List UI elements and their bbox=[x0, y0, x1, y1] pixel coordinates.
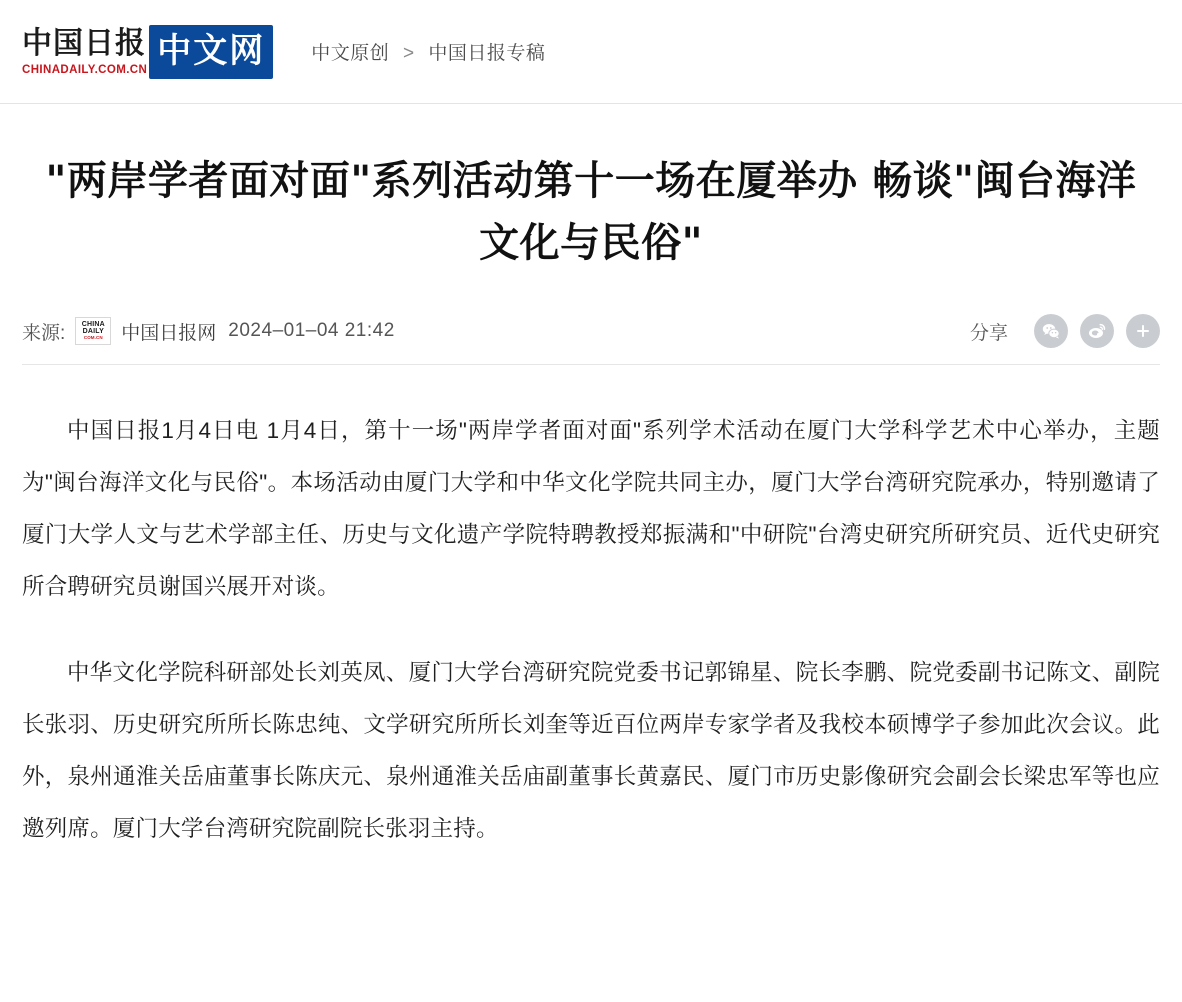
article-paragraph: 中华文化学院科研部处长刘英凤、厦门大学台湾研究院党委书记郭锦星、院长李鹏、院党委副书记陈文、副院长张羽、历史研究所所长陈忠纯、文学研究所所长刘奎等近百位两岸专家学者及我校本硕博学子参加此次会议。此外，泉州通淮关岳庙董事长陈庆元、泉州通淮关岳庙副董事长黄嘉民、厦门市历史影像研究会副会长梁忠军等也应邀列席。厦门大学台湾研究院副院长张羽主持。 bbox=[22, 660, 1160, 841]
share-group bbox=[970, 314, 1160, 348]
source-logo-line3: COM.CN bbox=[83, 335, 103, 341]
weibo-icon[interactable] bbox=[1080, 314, 1114, 348]
logo-english-url: CHINADAILY.COM.CN bbox=[22, 63, 148, 76]
wechat-icon[interactable] bbox=[1034, 314, 1068, 348]
more-share-icon[interactable] bbox=[1126, 314, 1160, 348]
logo-text-block bbox=[22, 27, 147, 77]
source-label: 来源: bbox=[22, 322, 66, 344]
breadcrumb-separator: > bbox=[403, 43, 415, 64]
article-body bbox=[22, 405, 1160, 909]
article-source-group bbox=[22, 317, 395, 345]
breadcrumb bbox=[311, 38, 545, 65]
article-meta-bar bbox=[22, 314, 1160, 365]
china-daily-logo-icon bbox=[75, 317, 111, 345]
article-paragraph: 中国日报1月4日电 1月4日，第十一场"两岸学者面对面"系列学术活动在厦门大学科学艺术中心举办，主题为"闽台海洋文化与民俗"。本场活动由厦门大学和中华文化学院共同主办，厦门大学台湾研究院承办，特别邀请了厦门大学人文与艺术学部主任、历史与文化遗产学院特聘教授郑振满和"中研院"台湾史研究所研究员、近代史研究所合聘研究员谢国兴展开对谈。 bbox=[22, 418, 1160, 599]
article-container bbox=[0, 150, 1182, 909]
source-logo-line2: DAILY bbox=[82, 328, 104, 336]
article-timestamp: 2024–01–04 21:42 bbox=[228, 320, 395, 341]
logo-chinese-site-badge: 中文网 bbox=[149, 25, 273, 79]
site-logo[interactable] bbox=[22, 21, 273, 83]
breadcrumb-item-original[interactable]: 中文原创 bbox=[311, 43, 390, 64]
site-header bbox=[0, 0, 1182, 104]
page-title: "两岸学者面对面"系列活动第十一场在厦举办 畅谈"闽台海洋文化与民俗" bbox=[45, 158, 1137, 266]
source-logo-line1: CHINA bbox=[81, 321, 105, 329]
breadcrumb-item-feature[interactable]: 中国日报专稿 bbox=[428, 43, 546, 64]
share-label: 分享 bbox=[969, 322, 1008, 344]
logo-chinese-name: 中国日报 bbox=[22, 25, 146, 61]
source-name[interactable]: 中国日报网 bbox=[121, 322, 217, 344]
